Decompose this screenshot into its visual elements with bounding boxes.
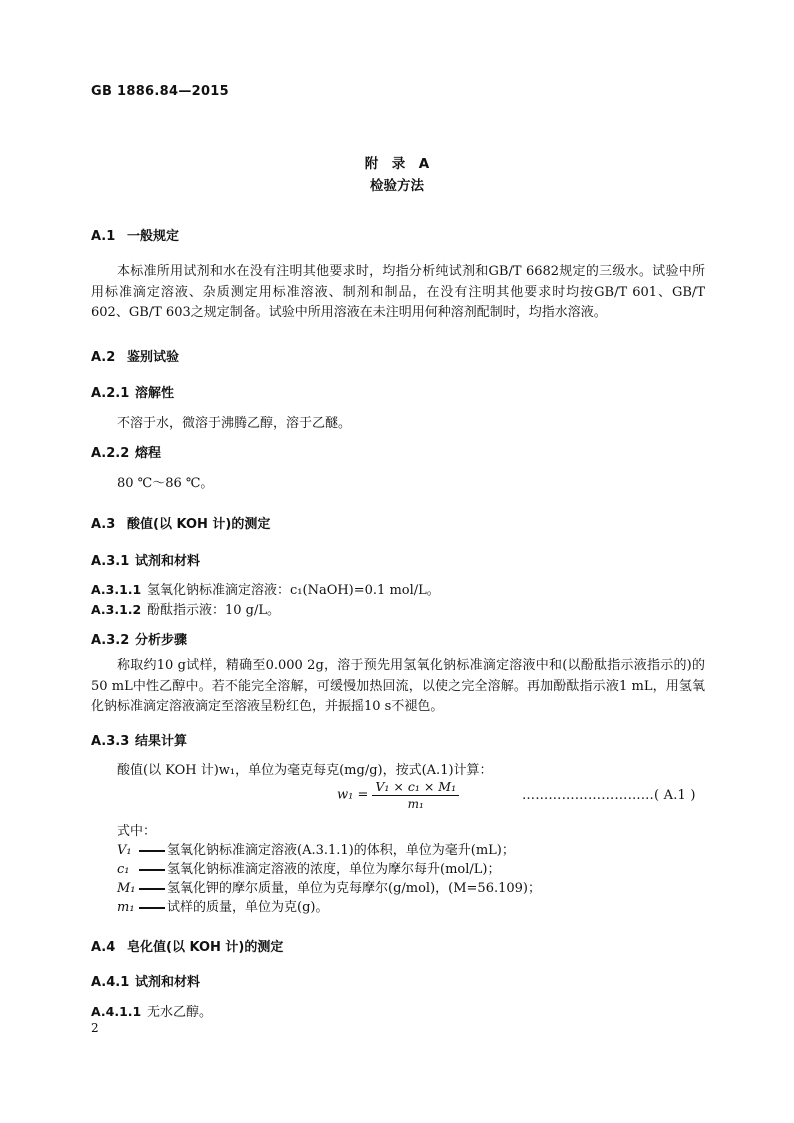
formula-numerator: V₁ × c₁ × M₁ — [372, 779, 459, 796]
variable-definition — [117, 839, 515, 858]
reagent-item-a312 — [91, 599, 280, 618]
dash — [139, 907, 165, 909]
item-text: 无水乙醇。 — [147, 1005, 213, 1020]
section-heading-a2 — [91, 346, 179, 365]
standard-number: GB 1886.84—2015 — [91, 84, 229, 99]
equation-label: …………………………( A.1 ) — [522, 788, 696, 803]
variable-definition — [117, 858, 500, 877]
section-title: 熔程 — [135, 446, 162, 461]
calculation-intro: 酸值(以 KOH 计)w₁，单位为毫克每克(mg/g)，按式(A.1)计算： — [117, 763, 493, 778]
section-title: 鉴别试验 — [127, 350, 180, 365]
item-number: A.3.1.1 — [91, 582, 142, 597]
section-number: A.4.1 — [91, 975, 130, 990]
item-text: 氢氧化钠标准滴定溶液：c₁(NaOH)=0.1 mol/L。 — [147, 583, 440, 598]
variable-symbol: V₁ — [117, 843, 132, 858]
appendix-label: 附 录 A — [364, 156, 430, 172]
section-heading-a32 — [91, 629, 187, 648]
variable-symbol: m₁ — [117, 900, 135, 915]
dash — [139, 850, 165, 852]
appendix-title: 检验方法 — [370, 178, 424, 194]
section-title: 皂化值(以 KOH 计)的测定 — [127, 940, 284, 955]
item-text: 酚酞指示液：10 g/L。 — [147, 603, 281, 618]
section-title: 酸值(以 KOH 计)的测定 — [127, 517, 271, 532]
section-number: A.3.3 — [91, 734, 130, 749]
section-number: A.2.2 — [91, 446, 130, 461]
variable-description: 氢氧化钠标准滴定溶液(A.3.1.1)的体积，单位为毫升(mL)； — [167, 843, 515, 858]
melting-range-text: 80 ℃～86 ℃。 — [117, 476, 214, 491]
formula-lhs: w₁ = — [337, 787, 369, 803]
section-heading-a41 — [91, 971, 200, 990]
section-number: A.2 — [91, 350, 116, 365]
formula-denominator: m₁ — [407, 797, 424, 811]
item-number: A.4.1.1 — [91, 1004, 142, 1019]
variable-definition — [117, 877, 541, 896]
reagent-item-a311 — [91, 579, 440, 598]
section-title: 分析步骤 — [135, 633, 188, 648]
section-number: A.3.1 — [91, 554, 130, 569]
section-number: A.4 — [91, 940, 116, 955]
item-number: A.3.1.2 — [91, 602, 142, 617]
section-number: A.3 — [91, 517, 116, 532]
section-number: A.1 — [91, 229, 116, 244]
section-heading-a3 — [91, 513, 270, 532]
dash — [139, 869, 165, 871]
section-heading-a31 — [91, 550, 200, 569]
section-number: A.3.2 — [91, 633, 130, 648]
section-heading-a4 — [91, 936, 283, 955]
page-number: 2 — [91, 1021, 99, 1035]
formula-a1 — [337, 779, 459, 811]
section-title: 溶解性 — [135, 386, 175, 401]
variable-definition — [117, 896, 328, 915]
section-title: 结果计算 — [135, 734, 188, 749]
reagent-item-a411 — [91, 1001, 212, 1020]
variable-description: 氢氧化钠标准滴定溶液的浓度，单位为摩尔每升(mol/L)； — [167, 862, 501, 877]
solubility-text: 不溶于水，微溶于沸腾乙醇，溶于乙醚。 — [117, 416, 352, 431]
section-title: 一般规定 — [127, 229, 180, 244]
section-heading-a33 — [91, 730, 187, 749]
where-intro: 式中： — [117, 824, 157, 839]
section-heading-a21 — [91, 382, 174, 401]
section-number: A.2.1 — [91, 386, 130, 401]
paragraph-analysis-steps: 称取约10 g试样，精确至0.000 2g，溶于预先用氢氧化钠标准滴定溶液中和(以酚酞指示液指示的)的50 mL中性乙醇中。若不能完全溶解，可缓慢加热回流，以使之完全溶解。再加酚酞指示液1 mL，用氢氧化钠标准滴定溶液滴定至溶液呈粉红色，并振摇10 s不褪色。 — [91, 658, 705, 714]
section-heading-a22 — [91, 442, 161, 461]
section-title: 试剂和材料 — [135, 975, 201, 990]
variable-symbol: M₁ — [117, 881, 136, 896]
section-title: 试剂和材料 — [135, 554, 201, 569]
section-heading-a1 — [91, 225, 179, 244]
paragraph-general-rules: 本标准所用试剂和水在没有注明其他要求时，均指分析纯试剂和GB/T 6682规定的三级水。试验中所用标准滴定溶液、杂质测定用标准溶液、制剂和制品，在没有注明其他要求时均按GB/T 601、GB/T 602、GB/T 603之规定制备。试验中所用溶液在未注明用何种溶剂配制时，均指水溶液。 — [91, 264, 705, 320]
variable-symbol: c₁ — [117, 862, 130, 877]
variable-description: 试样的质量，单位为克(g)。 — [167, 900, 329, 915]
variable-description: 氢氧化钾的摩尔质量，单位为克每摩尔(g/mol)，(M=56.109)； — [167, 881, 541, 896]
formula-fraction — [372, 779, 459, 811]
dash — [139, 888, 165, 890]
